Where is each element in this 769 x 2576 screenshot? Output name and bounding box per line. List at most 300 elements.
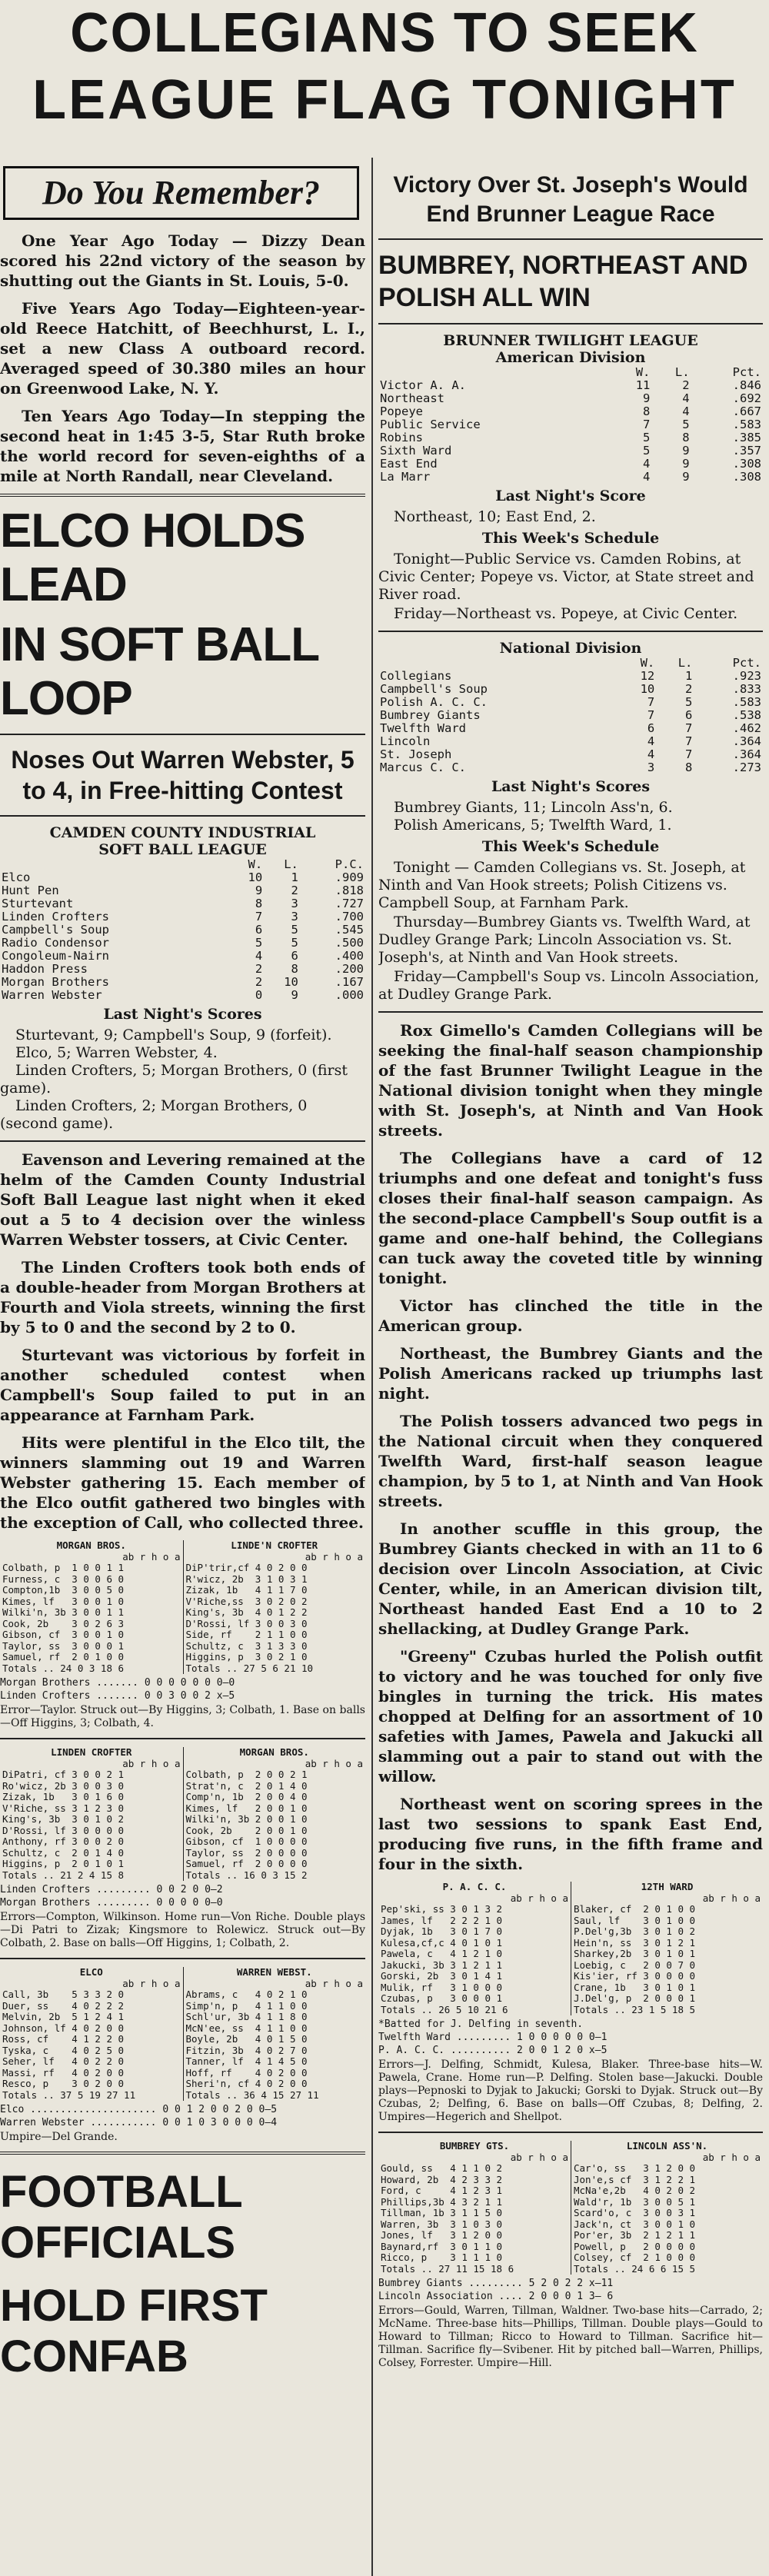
- box-player-row: Tillman, 1b 3 1 1 5 0: [381, 2207, 503, 2218]
- box-team-left: [378, 2141, 571, 2275]
- team-stat: 2: [682, 378, 690, 392]
- team-name: Marcus C. C.: [380, 760, 466, 774]
- team-stat: 7: [685, 721, 693, 735]
- line-score: Bumbrey Giants ......... 5 2 0 2 2 x—11: [378, 2278, 614, 2289]
- box-player-row: Gibson, cf 1 0 0 0 0: [185, 1835, 308, 1847]
- standings-row: [0, 976, 365, 989]
- divider: [378, 2132, 763, 2133]
- box-player-row: Jon'e,s cf 3 1 2 2 1: [574, 2173, 696, 2185]
- team-name: Campbell's Soup: [2, 923, 109, 937]
- team-name: Campbell's Soup: [380, 682, 488, 696]
- standings-row: [378, 748, 763, 761]
- box-columns: ab r h o a: [305, 1977, 363, 1989]
- team-stat: 11: [635, 378, 651, 392]
- box-columns: ab r h o a: [702, 2151, 761, 2163]
- box-player-row: King's, 3b 3 0 1 0 2: [2, 1813, 125, 1825]
- team-stat: 8: [255, 897, 263, 910]
- box-team-name: MORGAN BROS.: [56, 1540, 126, 1551]
- national-standings-table: [378, 657, 763, 774]
- collegians-subhead: BUMBREY, NORTHEAST AND POLISH ALL WIN: [378, 251, 748, 312]
- box-score: [378, 1882, 763, 2015]
- team-stat: .700: [335, 910, 364, 924]
- team-name: Haddon Press: [2, 962, 88, 976]
- box-player-row: Cook, 2b 3 0 2 6 3: [2, 1617, 125, 1629]
- standings-row: [378, 431, 763, 444]
- box-player-row: Call, 3b 5 3 3 2 0: [2, 1989, 125, 2000]
- box-player-row: Resco, p 3 0 2 0 0: [2, 2078, 125, 2089]
- collegians-headline: Victory Over St. Joseph's Would End Brunner League Race: [393, 172, 748, 227]
- do-you-remember-title: Do You Remember?: [3, 166, 359, 220]
- elco-subhead: Noses Out Warren Webster, 5 to 4, in Free-hitting Contest: [11, 746, 355, 804]
- box-totals: Totals .. 24 0 3 18 6: [2, 1662, 125, 1674]
- box-player-row: Gibson, cf 3 0 0 1 0: [2, 1629, 125, 1640]
- box-footnote: *Batted for J. Delfing in seventh.: [378, 2019, 584, 2030]
- box-player-row: R'wicz, 2b 3 1 0 3 1: [185, 1573, 308, 1585]
- box-player-row: Jones, lf 3 1 2 0 0: [381, 2229, 503, 2241]
- box-columns: ab r h o a: [702, 1892, 761, 1904]
- team-stat: 7: [685, 734, 693, 748]
- team-name: East End: [380, 457, 438, 471]
- team-stat: .538: [732, 708, 761, 722]
- line-score: Warren Webster ........... 0 0 1 0 3 0 0 0 0—4: [0, 2117, 278, 2128]
- box-team-right: [183, 1967, 366, 2101]
- box-player-row: Car'o, ss 3 1 2 0 0: [574, 2162, 696, 2174]
- box-team-name: ELCO: [79, 1967, 103, 1978]
- team-stat: 4: [643, 457, 651, 471]
- team-name: Congoleum-Nairn: [2, 949, 109, 963]
- box-player-row: J.Del'g, p 2 0 0 0 1: [574, 1992, 696, 2004]
- collegians-story-para: "Greeny" Czubas hurled the Polish outfit to victory and he was touched for only five bingles in turning the trick. His mates chopped at Delfing for an assortment of 10 safeties with James, Pawela and Jakucki all slamming out a pair to stand out with the willow.: [378, 1647, 763, 1786]
- team-name: Sturtevant: [2, 897, 74, 910]
- divider: [378, 238, 763, 240]
- american-division-title: American Division: [495, 349, 646, 366]
- box-player-row: Side, rf 2 1 1 0 0: [185, 1629, 308, 1640]
- team-name: Hunt Pen: [2, 884, 59, 897]
- nat-schedule-head: This Week's Schedule: [481, 838, 660, 855]
- box-player-row: Kis'ier, rf 3 0 0 0 0: [574, 1970, 696, 1982]
- standings-row: [378, 670, 763, 683]
- box-player-row: DiP'trir,cf 4 0 2 0 0: [185, 1562, 308, 1573]
- box-player-row: Comp'n, 1b 2 0 0 4 0: [185, 1791, 308, 1802]
- standings-row: [0, 924, 365, 937]
- box-player-row: Sharkey,2b 3 0 1 0 1: [574, 1948, 696, 1959]
- box-columns: ab r h o a: [122, 1550, 181, 1563]
- schedule-line: Tonight—Public Service vs. Camden Robins, at Civic Center; Popeye vs. Victor, at State street and River road.: [378, 551, 754, 603]
- box-team-left: [378, 1882, 571, 2015]
- box-player-row: Saul, lf 3 0 1 0 0: [574, 1914, 696, 1926]
- box-team-name: BUMBREY GTS.: [439, 2141, 510, 2152]
- box-player-row: Duer, ss 4 0 2 2 2: [2, 1999, 125, 2012]
- football-headline-2: HOLD FIRST CONFAB: [0, 2281, 268, 2381]
- team-stat: 8: [643, 404, 651, 418]
- divider: [0, 1958, 365, 1959]
- team-stat: .364: [732, 734, 761, 748]
- team-stat: .385: [732, 431, 761, 444]
- table-header-row: W. L. P.C.: [248, 857, 364, 871]
- box-player-row: DiPatri, cf 3 0 0 2 1: [2, 1769, 125, 1780]
- divider: [378, 323, 763, 324]
- team-stat: 2: [255, 975, 263, 989]
- box-player-row: Warren, 3b 3 1 0 3 0: [381, 2218, 503, 2230]
- box-team-name: 12TH WARD: [641, 1882, 694, 1892]
- box-notes: Errors—Compton, Wilkinson. Home run—Von Riche. Double plays—Di Patri to Zizak; Kingsmore to Rolewicz. Struck out—By Colbath, 2. Base on balls—Off Higgins, 1; Colbath, 2.: [0, 1911, 365, 1949]
- box-team-left: [0, 1747, 183, 1881]
- elco-story-para: The Linden Crofters took both ends of a double-header from Morgan Brothers at Fourth and Viola streets, winning the first by 5 to 0 and the second by 2 to 0.: [0, 1258, 365, 1336]
- box-player-row: Tanner, lf 4 1 4 5 0: [185, 2055, 308, 2067]
- column-rule: [371, 158, 373, 2576]
- team-name: Public Service: [380, 418, 481, 431]
- standings-row: [378, 683, 763, 696]
- team-stat: 4: [647, 747, 655, 761]
- box-player-row: Kulesa,cf,c 4 0 1 0 1: [381, 1936, 503, 1949]
- box-team-name: WARREN WEBST.: [236, 1967, 312, 1978]
- box-totals: Totals .. 26 5 10 21 6: [381, 2003, 508, 2015]
- box-player-row: Ford, c 4 1 2 3 1: [381, 2185, 503, 2196]
- score-line: Elco, 5; Warren Webster, 4.: [15, 1044, 218, 1061]
- team-name: Warren Webster: [2, 988, 102, 1002]
- team-stat: 10: [284, 975, 298, 989]
- box-player-row: Zizak, 1b 3 0 1 6 0: [2, 1791, 125, 1802]
- team-stat: 4: [682, 404, 690, 418]
- box-player-row: Fitzin, 3b 4 0 2 7 0: [185, 2044, 308, 2056]
- box-player-row: Taylor, ss 2 0 0 0 0: [185, 1846, 308, 1859]
- divider: [0, 734, 365, 735]
- remember-item: Five Years Ago Today—Eighteen-year-old Reece Hatchitt, of Beechhurst, L. I., set a new Class A outboard record. Averaged speed of 30.380 miles an hour on Greenwood Lake, N. Y.: [0, 299, 365, 398]
- team-stat: 1: [291, 870, 298, 884]
- line-score: Morgan Brothers ......... 0 0 0 0 0—0: [0, 1897, 223, 1909]
- team-stat: 10: [640, 682, 655, 696]
- team-stat: 5: [685, 695, 693, 709]
- team-name: Polish A. C. C.: [380, 695, 488, 709]
- box-player-row: D'Rossi, lf 3 0 0 0 0: [2, 1824, 125, 1836]
- box-player-row: Colbath, p 1 0 0 1 1: [2, 1562, 125, 1573]
- table-header-row: W. L. Pct.: [640, 656, 761, 670]
- team-stat: 9: [682, 470, 690, 484]
- box-player-row: Samuel, rf 2 0 0 0 0: [185, 1858, 308, 1869]
- box-player-row: Blaker, cf 2 0 1 0 0: [574, 1903, 696, 1915]
- team-stat: 6: [255, 923, 263, 937]
- box-player-row: Loebig, c 2 0 0 7 0: [574, 1959, 696, 1971]
- team-stat: 2: [255, 962, 263, 976]
- box-team-right: [571, 2141, 763, 2275]
- standings-row: [378, 471, 763, 484]
- collegians-story-para: The Polish tossers advanced two pegs in the National circuit when they conquered Twelfth Ward, first-half season league champion, by 5 to 1, at Ninth and Van Hook streets.: [378, 1412, 763, 1510]
- box-totals: Totals .. 36 4 15 27 11: [185, 2088, 319, 2101]
- box-totals: Totals .. 23 1 5 18 5: [574, 2003, 696, 2015]
- schedule-line: Friday—Northeast vs. Popeye, at Civic Center.: [394, 605, 738, 622]
- banner-line-1: COLLEGIANS TO SEEK: [70, 2, 699, 64]
- team-name: Lincoln: [380, 734, 431, 748]
- line-score: Morgan Brothers ....... 0 0 0 0 0 0 0—0: [0, 1677, 235, 1689]
- box-totals: Totals .. 27 5 6 21 10: [185, 1662, 314, 1674]
- collegians-story-para: Rox Gimello's Camden Collegians will be seeking the final-half season championship of the fast Brunner Twilight League in the National division tonight when they mingle with St. Joseph's, at Ninth and Van Hook streets.: [378, 1021, 763, 1140]
- box-notes: Umpire—Del Grande.: [0, 2131, 118, 2143]
- box-player-row: Wald'r, 1b 3 0 0 5 1: [574, 2195, 696, 2208]
- remember-item: One Year Ago Today — Dizzy Dean scored his 22nd victory of the season by shutting out the Giants in St. Louis, 5-0.: [0, 231, 365, 290]
- standings-row: [0, 989, 365, 1002]
- box-team-left: [0, 1540, 183, 1674]
- team-stat: 6: [291, 949, 298, 963]
- team-stat: 5: [643, 431, 651, 444]
- standings-row: [0, 884, 365, 897]
- team-stat: 4: [682, 391, 690, 405]
- standings-row: [0, 897, 365, 910]
- team-name: Victor A. A.: [380, 378, 466, 392]
- standings-row: [378, 458, 763, 471]
- team-stat: 9: [682, 444, 690, 458]
- box-team-left: [0, 1967, 183, 2101]
- team-stat: 4: [255, 949, 263, 963]
- box-player-row: Johnson, lf 4 0 2 0 0: [2, 2022, 125, 2034]
- team-stat: .400: [335, 949, 364, 963]
- right-column: [378, 161, 763, 2576]
- box-player-row: Tyska, c 4 0 2 5 0: [2, 2044, 125, 2056]
- team-stat: 10: [248, 870, 263, 884]
- team-stat: 5: [643, 444, 651, 458]
- standings-row: [378, 405, 763, 418]
- line-score: Elco ..................... 0 0 1 2 0 0 2 0 0—5: [0, 2104, 278, 2115]
- box-team-name: LINDEN CROFTER: [51, 1747, 132, 1758]
- softball-table-subtitle: SOFT BALL LEAGUE: [98, 841, 267, 858]
- team-name: Morgan Brothers: [2, 975, 109, 989]
- divider: [378, 631, 763, 632]
- team-stat: .583: [732, 418, 761, 431]
- team-stat: 8: [685, 760, 693, 774]
- schedule-line: Tonight — Camden Collegians vs. St. Joseph, at Ninth and Van Hook streets; Polish Citizens vs. Campbell Soup, at Farnham Park.: [378, 859, 746, 911]
- box-player-row: Wilki'n, 3b 2 0 0 1 0: [185, 1813, 308, 1825]
- team-stat: 1: [685, 669, 693, 683]
- team-stat: 9: [255, 884, 263, 897]
- elco-headline-1: ELCO HOLDS LEAD: [0, 504, 305, 611]
- team-stat: 2: [685, 682, 693, 696]
- team-name: Twelfth Ward: [380, 721, 466, 735]
- team-stat: 6: [685, 708, 693, 722]
- divider: [0, 1738, 365, 1739]
- box-team-name: MORGAN BROS.: [239, 1747, 309, 1758]
- team-stat: .846: [732, 378, 761, 392]
- score-line: Linden Crofters, 2; Morgan Brothers, 0 (second game).: [0, 1097, 308, 1132]
- box-player-row: Colsey, cf 2 1 0 0 0: [574, 2252, 696, 2263]
- collegians-story-para: Victor has clinched the title in the American group.: [378, 1296, 763, 1335]
- box-player-row: Simp'n, p 4 1 1 0 0: [185, 1999, 308, 2012]
- schedule-line: Thursday—Bumbrey Giants vs. Twelfth Ward, at Dudley Grange Park; Lincoln Association vs. St. Joseph's, at Ninth and Van Hook streets.: [378, 914, 751, 966]
- team-stat: 8: [682, 431, 690, 444]
- score-line: Northeast, 10; East End, 2.: [394, 508, 596, 525]
- team-stat: .833: [732, 682, 761, 696]
- box-player-row: Gorski, 2b 3 0 1 4 1: [381, 1970, 503, 1982]
- box-player-row: V'Riche, ss 3 1 2 3 0: [2, 1802, 125, 1814]
- team-name: St. Joseph: [380, 747, 452, 761]
- line-score: Lincoln Association .... 2 0 0 0 1 3— 6: [378, 2291, 614, 2302]
- softball-scores-head: Last Night's Scores: [103, 1006, 262, 1023]
- box-player-row: Zizak, 1b 4 1 1 7 0: [185, 1584, 308, 1596]
- team-stat: 7: [685, 747, 693, 761]
- standings-row: [0, 963, 365, 976]
- collegians-story-para: Northeast, the Bumbrey Giants and the Polish Americans racked up triumphs last night.: [378, 1344, 763, 1403]
- box-player-row: Mulik, rf 3 1 0 0 0: [381, 1981, 503, 1993]
- box-totals: Totals .. 37 5 19 27 11: [2, 2088, 136, 2101]
- box-player-row: Higgins, p 3 0 2 1 0: [185, 1651, 308, 1662]
- box-player-row: Melvin, 2b 5 1 2 4 1: [2, 2011, 125, 2022]
- team-stat: 4: [647, 734, 655, 748]
- box-columns: ab r h o a: [122, 1977, 181, 1989]
- team-name: La Marr: [380, 470, 431, 484]
- box-columns: ab r h o a: [305, 1757, 363, 1769]
- team-stat: 8: [291, 962, 298, 976]
- score-line: Linden Crofters, 5; Morgan Brothers, 0 (first game).: [0, 1062, 348, 1097]
- team-stat: .692: [732, 391, 761, 405]
- team-stat: 3: [291, 897, 298, 910]
- elco-story-para: Hits were plentiful in the Elco tilt, the winners slamming out 19 and Warren Webster gathering 15. Each member of the Elco outfit gathered two bingles with the exception of Call, who collected three.: [0, 1433, 365, 1532]
- team-name: Radio Condensor: [2, 936, 109, 950]
- team-stat: 5: [291, 936, 298, 950]
- team-name: Robins: [380, 431, 423, 444]
- divider: [0, 2152, 365, 2155]
- american-standings-table: [378, 366, 763, 484]
- box-player-row: Ross, cf 4 1 2 2 0: [2, 2033, 125, 2045]
- standings-row: [378, 735, 763, 748]
- team-stat: .308: [732, 470, 761, 484]
- softball-standings-table: [0, 858, 365, 1002]
- am-score-head: Last Night's Score: [495, 488, 646, 504]
- collegians-story-para: Northeast went on scoring sprees in the last two sessions to spank East End, producing five runs, in the fifth frame and four in the sixth.: [378, 1795, 763, 1873]
- box-player-row: Compton,1b 3 0 0 5 0: [2, 1584, 125, 1596]
- standings-row: [0, 937, 365, 950]
- football-headline-1: FOOTBALL OFFICIALS: [0, 2167, 242, 2268]
- nat-scores-head: Last Night's Scores: [491, 778, 651, 795]
- team-stat: 5: [682, 418, 690, 431]
- box-player-row: Jack'n, ct 3 0 0 1 0: [574, 2218, 696, 2230]
- box-player-row: Dyjak, 1b 3 0 1 7 0: [381, 1925, 503, 1937]
- banner-headline: [0, 0, 769, 154]
- box-player-row: Boyle, 2b 4 0 1 5 0: [185, 2033, 308, 2045]
- box-player-row: Pawela, c 4 1 2 1 0: [381, 1948, 503, 1959]
- elco-story-para: Sturtevant was victorious by forfeit in another scheduled contest when Campbell's Soup failed to put in an appearance at Farnham Park.: [0, 1346, 365, 1424]
- team-stat: 7: [647, 695, 655, 709]
- team-stat: 9: [682, 457, 690, 471]
- box-player-row: Hoff, rf 4 0 2 0 0: [185, 2066, 308, 2078]
- box-player-row: Schl'ur, 3b 4 1 1 8 0: [185, 2011, 308, 2022]
- box-team-right: [571, 1882, 763, 2015]
- team-stat: 6: [647, 721, 655, 735]
- box-notes: Errors—Gould, Warren, Tillman, Waldner. Two-base hits—Carrado, 2; McName. Three-base hits—Phillips, Tillman. Double plays—Gould to Howard to Tillman; Ricco to Howard to Tillman. Sacrifice hit—Tillman. Sacrifice fly—Svibener. Hit by pitched ball—Warren, Phillips, Colsey, Forrester. Umpire—Hill.: [378, 2305, 763, 2369]
- standings-row: [378, 761, 763, 774]
- line-score: Twelfth Ward ......... 1 0 0 0 0 0 0—1: [378, 2032, 608, 2043]
- box-team-right: [183, 1747, 366, 1881]
- collegians-story-para: In another scuffle in this group, the Bumbrey Giants checked in with an 11 to 6 decision over Lincoln Association, at Civic Center, while, in an American division tilt, Northeast handed East End a 10 to 2 shellacking, at Dudley Grange Park.: [378, 1519, 763, 1638]
- standings-row: [378, 418, 763, 431]
- team-stat: 2: [291, 884, 298, 897]
- team-stat: 5: [291, 923, 298, 937]
- line-score: Linden Crofters ....... 0 0 3 0 0 2 x—5: [0, 1690, 235, 1702]
- box-player-row: Seher, lf 4 0 2 2 0: [2, 2055, 125, 2067]
- box-notes: Errors—J. Delfing, Schmidt, Kulesa, Blaker. Three-base hits—W. Pawela, Crane. Home run—P. Delfing. Stolen base—Jakucki. Double plays—Pepnoski to Dyjak to Jakucki; Gorski to Dyjak. Struck out—By Czubas, 2; Delfing, 6. Base on balls—Off Czubas, 8; Delfing, 2. Umpires—Hegerich and Shellpot.: [378, 2058, 763, 2123]
- team-name: Popeye: [380, 404, 423, 418]
- team-stat: 9: [643, 391, 651, 405]
- team-stat: 4: [643, 470, 651, 484]
- team-stat: .167: [335, 975, 364, 989]
- box-player-row: Higgins, p 2 0 1 0 1: [2, 1858, 125, 1869]
- box-player-row: Powell, p 2 0 0 0 0: [574, 2240, 696, 2252]
- box-score: [0, 1540, 365, 1674]
- box-score: [0, 1967, 365, 2101]
- box-player-row: Schultz, c 3 1 3 3 0: [185, 1639, 308, 1652]
- team-name: Collegians: [380, 669, 452, 683]
- team-stat: 7: [643, 418, 651, 431]
- team-stat: 7: [255, 910, 263, 924]
- box-player-row: P.Del'g,3b 3 0 1 0 2: [574, 1925, 696, 1937]
- box-player-row: Ricco, p 3 1 1 1 0: [381, 2252, 503, 2263]
- box-totals: Totals .. 16 0 3 15 2: [185, 1869, 308, 1881]
- divider: [378, 1011, 763, 1013]
- box-player-row: Wilki'n, 3b 3 0 0 1 1: [2, 1606, 125, 1618]
- team-name: Northeast: [380, 391, 444, 405]
- team-stat: .200: [335, 962, 364, 976]
- box-player-row: V'Riche,ss 3 0 2 0 2: [185, 1595, 308, 1607]
- box-player-row: Massi, rf 4 0 2 0 0: [2, 2066, 125, 2078]
- team-stat: .273: [732, 760, 761, 774]
- box-player-row: Samuel, rf 2 0 1 0 0: [2, 1651, 125, 1662]
- line-score: Linden Crofters ......... 0 0 2 0 0—2: [0, 1884, 223, 1895]
- standings-row: [378, 709, 763, 722]
- divider: [0, 494, 365, 497]
- team-stat: .545: [335, 923, 364, 937]
- box-columns: ab r h o a: [510, 1892, 568, 1904]
- box-player-row: McN'ee, ss 4 1 1 0 0: [185, 2022, 308, 2034]
- box-team-name: LINDE'N CROFTER: [231, 1540, 318, 1551]
- box-player-row: Crane, 1b 3 0 1 0 1: [574, 1981, 696, 1993]
- box-player-row: Howard, 2b 4 2 3 3 2: [381, 2173, 503, 2185]
- score-line: Sturtevant, 9; Campbell's Soup, 9 (forfeit).: [15, 1027, 332, 1043]
- team-stat: .357: [732, 444, 761, 458]
- team-stat: 9: [291, 988, 298, 1002]
- box-player-row: Schultz, c 2 0 1 4 0: [2, 1846, 125, 1859]
- box-player-row: Czubas, p 3 0 0 0 1: [381, 1992, 503, 2004]
- team-stat: .583: [732, 695, 761, 709]
- team-stat: 3: [647, 760, 655, 774]
- line-score: P. A. C. C. .......... 2 0 0 1 2 0 x—5: [378, 2045, 608, 2056]
- box-player-row: Gould, ss 4 1 1 0 2: [381, 2162, 503, 2174]
- standings-row: [378, 722, 763, 735]
- team-name: Bumbrey Giants: [380, 708, 481, 722]
- box-player-row: Kimes, lf 3 0 0 1 0: [2, 1595, 125, 1607]
- box-player-row: Scard'o, c 3 0 0 3 1: [574, 2207, 696, 2218]
- box-player-row: Por'er, 3b 2 1 2 1 1: [574, 2229, 696, 2241]
- team-stat: 3: [291, 910, 298, 924]
- box-player-row: Kimes, lf 2 0 0 1 0: [185, 1802, 308, 1814]
- box-player-row: Sheri'n, cf 4 0 2 0 0: [185, 2078, 308, 2089]
- box-player-row: Phillips,3b 4 3 2 1 1: [381, 2195, 503, 2208]
- box-totals: Totals .. 21 2 4 15 8: [2, 1869, 125, 1881]
- box-player-row: James, lf 2 2 2 1 0: [381, 1914, 503, 1926]
- team-stat: .667: [732, 404, 761, 418]
- box-player-row: Baynard,rf 3 0 1 1 0: [381, 2240, 503, 2252]
- box-player-row: Anthony, rf 3 0 0 2 0: [2, 1835, 125, 1847]
- divider: [0, 1140, 365, 1142]
- team-stat: .923: [732, 669, 761, 683]
- score-line: Polish Americans, 5; Twelfth Ward, 1.: [394, 817, 672, 834]
- team-stat: .727: [335, 897, 364, 910]
- team-stat: .364: [732, 747, 761, 761]
- standings-row: [378, 444, 763, 458]
- box-player-row: King's, 3b 4 0 1 2 2: [185, 1606, 308, 1618]
- box-columns: ab r h o a: [510, 2151, 568, 2163]
- team-stat: .500: [335, 936, 364, 950]
- team-stat: 12: [640, 669, 655, 683]
- divider: [0, 815, 365, 817]
- standings-row: [378, 379, 763, 392]
- box-player-row: Hein'n, ss 3 0 1 2 1: [574, 1936, 696, 1949]
